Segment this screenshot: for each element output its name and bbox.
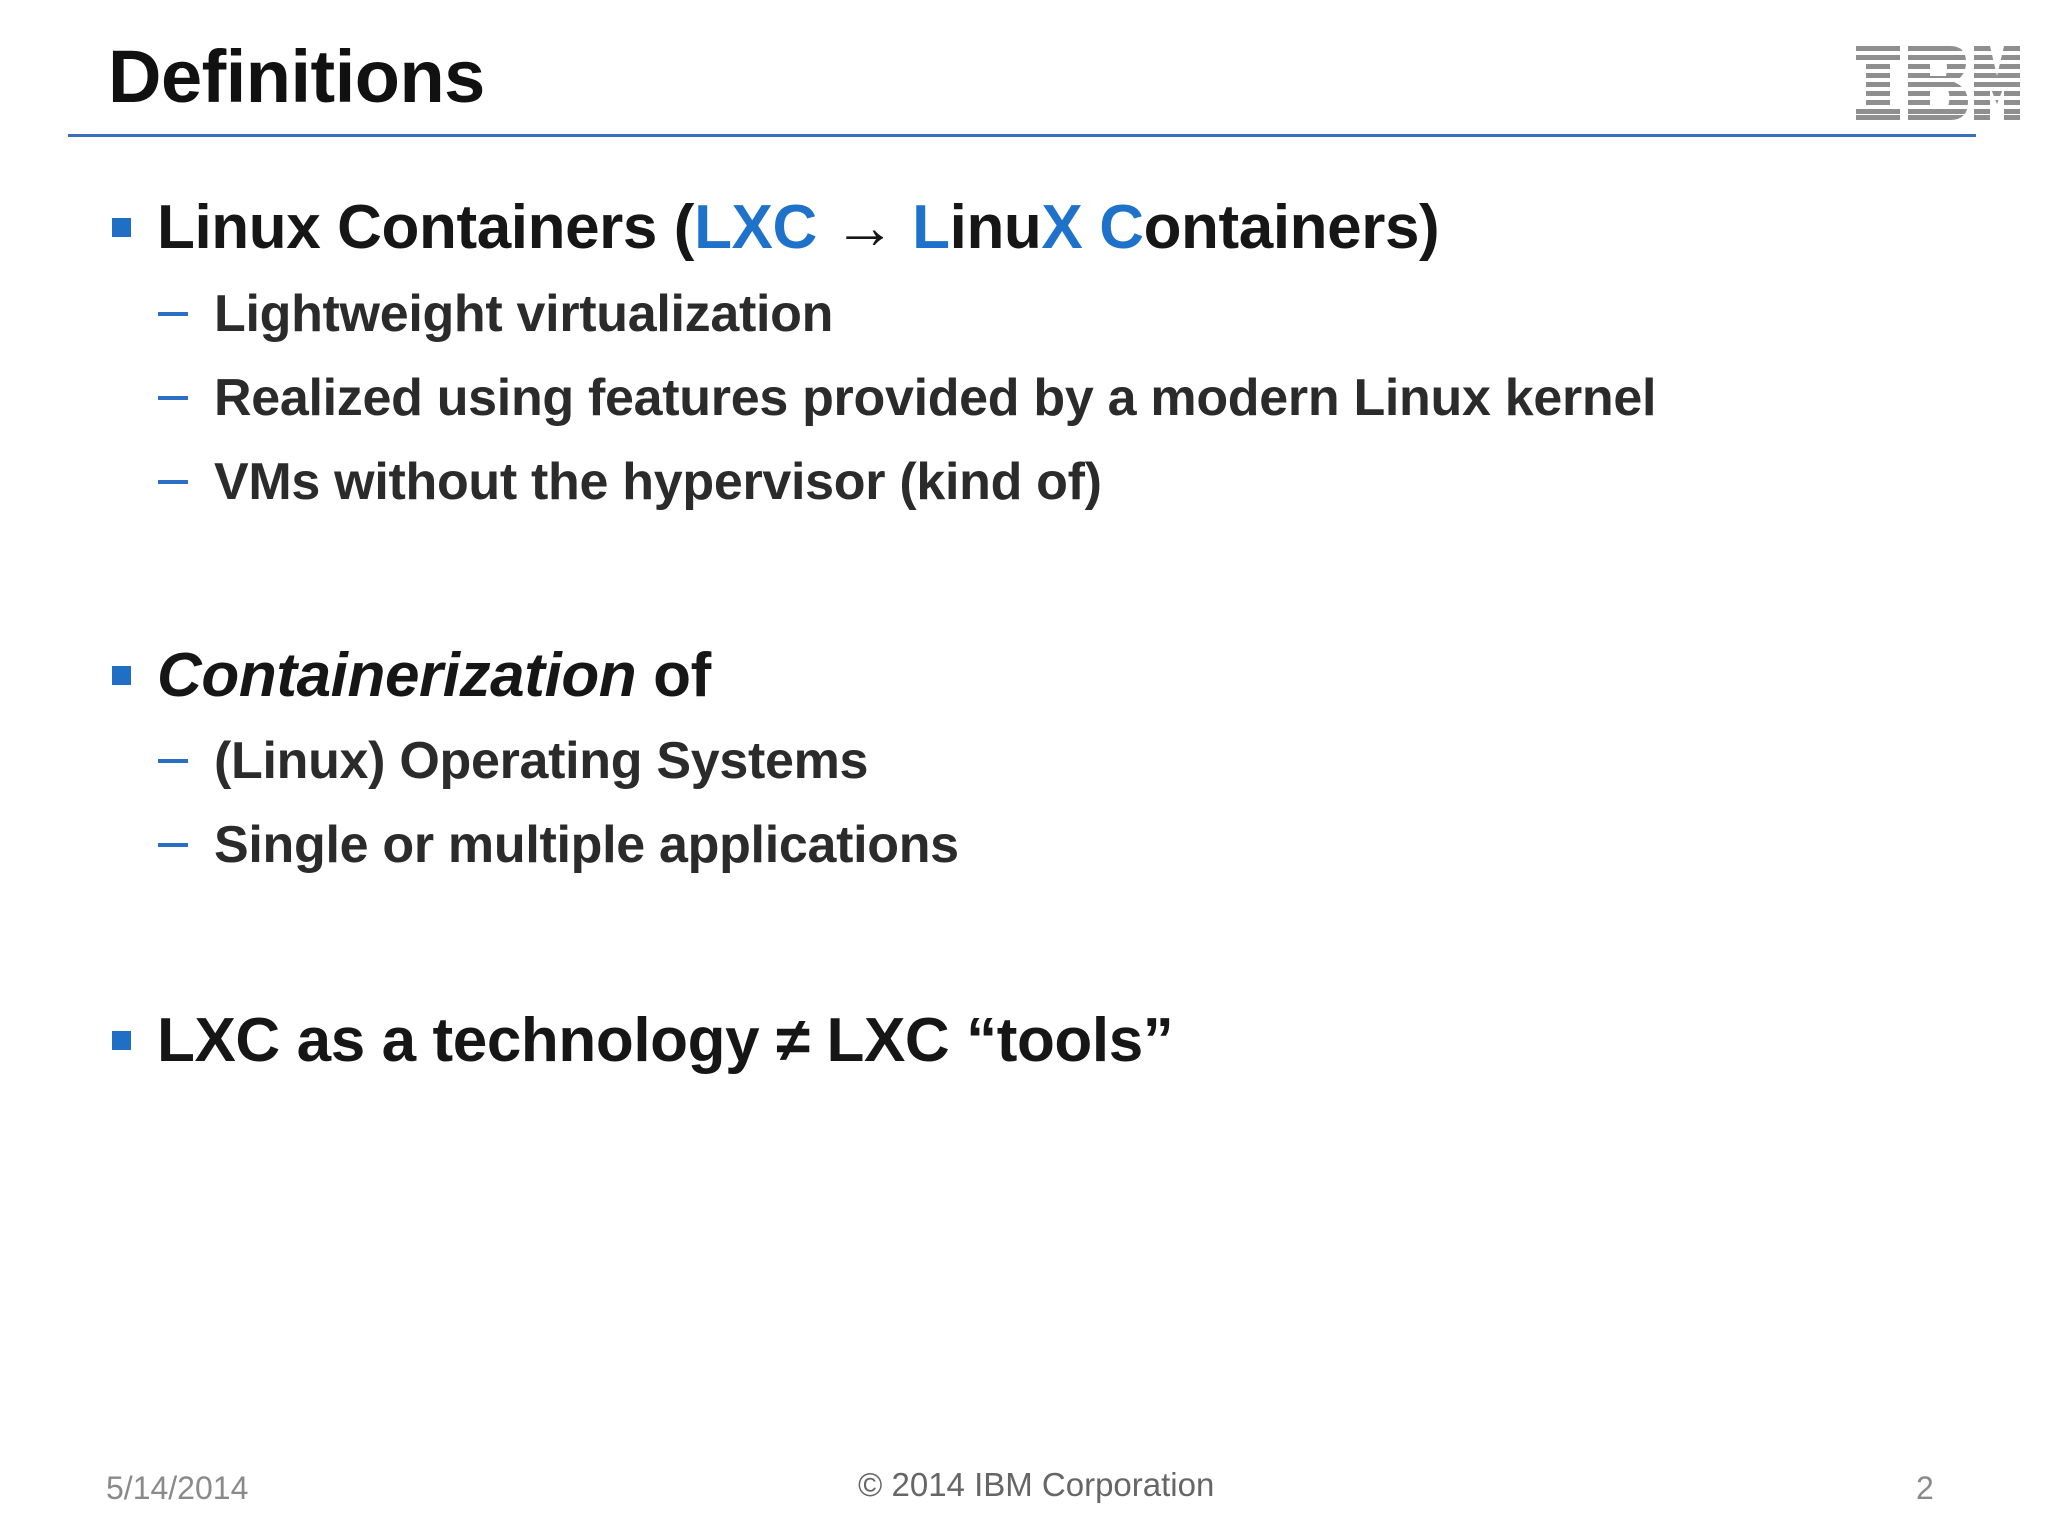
sub-bullet: [158, 368, 1656, 428]
bullet-text-part: inu: [949, 193, 1042, 262]
bullet-text-lxc: LXC: [694, 193, 817, 262]
sub-bullet-text: Realized using features provided by a modern Linux kernel: [214, 369, 1657, 427]
sub-bullet-text: VMs without the hypervisor (kind of): [214, 453, 1102, 511]
sub-bullet-text: Lightweight virtualization: [214, 285, 834, 343]
bullet-square-icon: [112, 218, 131, 237]
bullet-square-icon: [112, 666, 131, 685]
bullet-lxc-technology: [112, 1005, 1173, 1076]
dash-icon: [158, 759, 188, 763]
bullet-text: [157, 640, 711, 711]
bullet-text-highlight-c: C: [1099, 193, 1144, 262]
bullet-text-highlight-l: L: [912, 193, 950, 262]
footer-copyright: © 2014 IBM Corporation: [858, 1466, 1215, 1503]
bullet-text-part: ontainers): [1143, 193, 1440, 262]
slide-title: Definitions: [108, 35, 485, 118]
bullet-text-part: of: [636, 641, 711, 710]
dash-icon: [158, 312, 188, 316]
footer-page-number: 2: [1916, 1470, 1934, 1506]
sub-bullet: [158, 731, 868, 791]
bullet-text-part: Linux Containers (: [157, 193, 695, 262]
bullet-text-highlight-x: X: [1041, 193, 1083, 262]
bullet-text-part: [1082, 193, 1099, 262]
sub-bullet: [158, 452, 1102, 512]
sub-bullet-text: (Linux) Operating Systems: [214, 732, 869, 790]
bullet-text: [157, 192, 1439, 263]
bullet-linux-containers: [112, 192, 1439, 263]
dash-icon: [158, 396, 188, 400]
bullet-text: LXC as a technology ≠ LXC “tools”: [157, 1006, 1174, 1075]
sub-bullet: [158, 815, 959, 875]
bullet-square-icon: [112, 1031, 131, 1050]
footer-date: 5/14/2014: [106, 1470, 249, 1506]
bullet-text-emphasis: Containerization: [157, 641, 637, 710]
sub-bullet: [158, 284, 833, 344]
arrow-right-icon: →: [816, 193, 913, 262]
dash-icon: [158, 843, 188, 847]
dash-icon: [158, 480, 188, 484]
sub-bullet-text: Single or multiple applications: [214, 816, 959, 874]
bullet-containerization: [112, 640, 711, 711]
